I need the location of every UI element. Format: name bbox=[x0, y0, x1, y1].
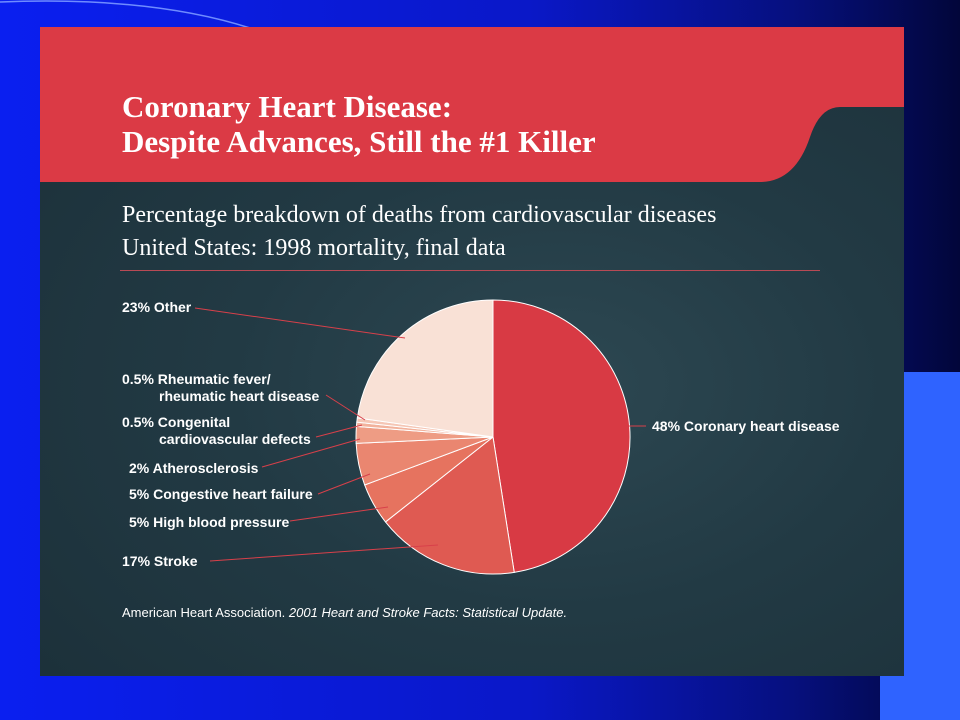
source-citation bbox=[122, 605, 567, 620]
slide-panel bbox=[40, 27, 904, 676]
leader-line bbox=[318, 474, 370, 494]
pie-chart bbox=[40, 27, 904, 676]
leader-line bbox=[195, 308, 405, 338]
subtitle-line-1: Percentage breakdown of deaths from cardiovascular diseases bbox=[122, 202, 717, 228]
leader-line bbox=[290, 507, 388, 521]
decorative-bar-bottom bbox=[880, 676, 960, 720]
slice-label: 48% Coronary heart disease bbox=[652, 418, 840, 434]
subtitle-line-2: United States: 1998 mortality, final data bbox=[122, 235, 506, 261]
slice-label: 17% Stroke bbox=[122, 553, 198, 569]
decorative-bar bbox=[904, 372, 960, 720]
slice-label: 0.5% Rheumatic fever/ rheumatic heart disease bbox=[122, 371, 320, 404]
source-prefix: American Heart Association. bbox=[122, 605, 289, 620]
slice-label: 0.5% Congenital cardiovascular defects bbox=[122, 414, 311, 447]
slice-label: 2% Atherosclerosis bbox=[129, 460, 259, 476]
slice-label: 23% Other bbox=[122, 299, 192, 315]
leader-line bbox=[316, 425, 362, 437]
slice-label: 5% Congestive heart failure bbox=[129, 486, 313, 502]
pie-slice-other bbox=[357, 300, 493, 437]
pie-slice-coronary-heart-disease bbox=[493, 300, 630, 572]
source-title: 2001 Heart and Stroke Facts: Statistical Update. bbox=[288, 605, 568, 620]
slice-label: 5% High blood pressure bbox=[129, 514, 290, 530]
title-line-2: Despite Advances, Still the #1 Killer bbox=[122, 124, 596, 159]
leader-line bbox=[210, 545, 438, 561]
title-line-1: Coronary Heart Disease: bbox=[122, 89, 453, 124]
